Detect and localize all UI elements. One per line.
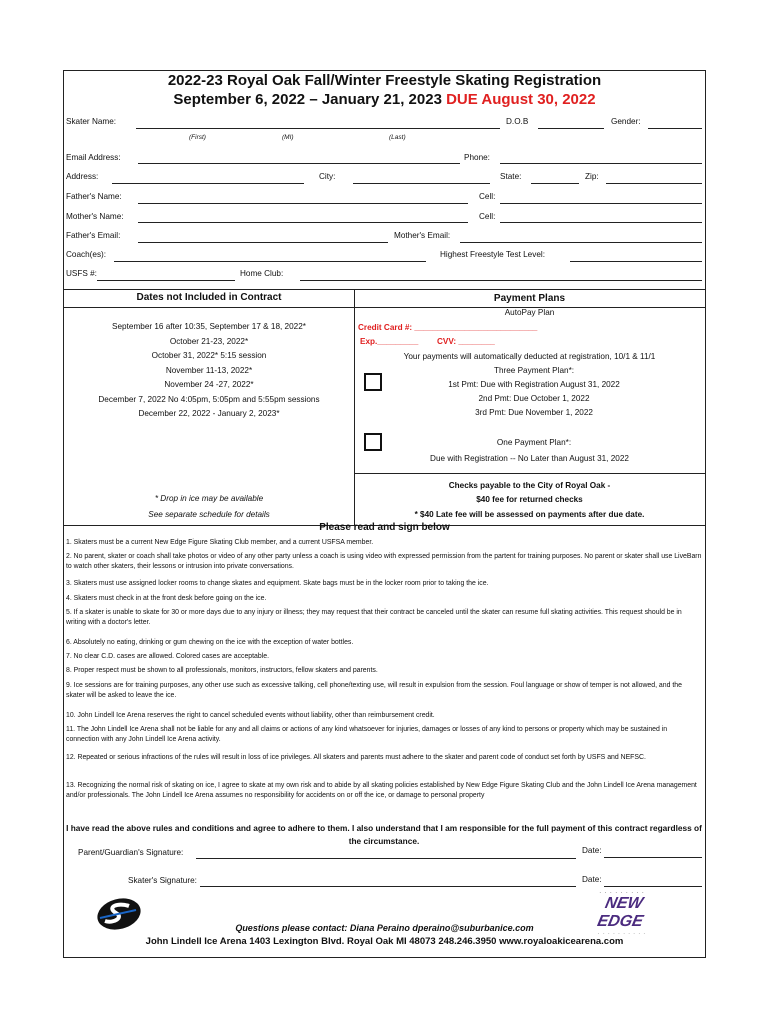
form-title: 2022-23 Royal Oak Fall/Winter Freestyle Skating Registration [167, 72, 602, 89]
rule-item: 5. If a skater is unable to skate for 30 or more days due to any injury or illness; they may request that their contract be canceled until the skater can resume full skating activities. This request should be in writing with a doctor's letter. [66, 609, 682, 626]
mother-cell-field[interactable] [500, 222, 702, 223]
city-field[interactable] [353, 183, 490, 184]
rule-item: 11. The John Lindell Ice Arena shall not be liable for any and all claims or actions of any kind whatsoever for injuries, damages or losses of any kind to persons or property which may be sustained in connection with any John Lindell Ice Arena activity. [66, 726, 668, 743]
checks-divider [354, 473, 705, 474]
dob-field[interactable] [538, 128, 604, 129]
rule-item: 8. Proper respect must be shown to all professionals, monitors, instructors, fellow skaters and parents. [66, 667, 378, 674]
new-edge-logo: . . . . . . . . . NEW EDGE · · · · · · · · · · [595, 889, 647, 937]
zip-label: Zip: [585, 172, 599, 181]
arena-address: John Lindell Ice Arena 1403 Lexington Blvd. Royal Oak MI 48073 248.246.3950 www.royaloakicearena.com [145, 936, 624, 947]
date-label: Date: [582, 846, 602, 855]
late-fee: * $40 Late fee will be assessed on payments after due date. [414, 510, 645, 519]
date-item: December 22, 2022 - January 2, 2023* [138, 409, 280, 418]
father-cell-label: Cell: [479, 192, 496, 201]
due-date: DUE August 30, 2022 [446, 91, 596, 108]
rule-item: 7. No clear C.D. cases are allowed. Colored cases are acceptable. [66, 653, 269, 660]
state-field[interactable] [531, 183, 579, 184]
date-item: October 31, 2022* 5:15 session [151, 351, 267, 360]
email-field[interactable] [138, 163, 460, 164]
date-item: November 24 -27, 2022* [164, 380, 254, 389]
date-item: November 11-13, 2022* [165, 366, 253, 375]
gender-label: Gender: [611, 117, 641, 126]
payment-2: 2nd Pmt: Due October 1, 2022 [478, 394, 590, 403]
phone-label: Phone: [464, 153, 490, 162]
autopay-title: AutoPay Plan [504, 308, 555, 317]
returned-check-fee: $40 fee for returned checks [476, 495, 583, 504]
agreement-statement: I have read the above rules and conditions and agree to adhere to them. I also understand that I am responsible for the full payment of this contract regardless of the circumstance. [66, 823, 702, 846]
season-range: September 6, 2022 – January 21, 2023 [173, 91, 442, 108]
parent-signature-label: Parent/Guardian's Signature: [78, 848, 184, 857]
rule-item: 12. Repeated or serious infractions of the rules will result in loss of ice privileges. All skaters and parents must adhere to the skater and parent code of conduct set forth by USFS and NEFSC. [66, 754, 646, 761]
payment-3: 3rd Pmt: Due November 1, 2022 [475, 408, 593, 417]
date-item: September 16 after 10:35, September 17 & 18, 2022* [112, 322, 306, 331]
contact-line: Questions please contact: Diana Peraino dperaino@suburbanice.com [235, 923, 534, 933]
usfs-field[interactable] [97, 280, 235, 281]
rule-item: 6. Absolutely no eating, drinking or gum chewing on the ice with the exception of water bottles. [66, 639, 354, 646]
season-dates [64, 91, 705, 108]
dates-header-rule [64, 307, 354, 308]
test-level-label: Highest Freestyle Test Level: [440, 250, 545, 259]
credit-card-field[interactable]: Credit Card #: ___________________________ [358, 323, 538, 332]
one-plan-title: One Payment Plan*: [496, 438, 572, 447]
address-field[interactable] [112, 183, 304, 184]
mother-email-label: Mother's Email: [394, 231, 451, 240]
parent-date-field[interactable] [604, 857, 702, 858]
home-club-field[interactable] [300, 280, 702, 281]
email-label: Email Address: [66, 153, 121, 162]
skater-name-field[interactable] [136, 128, 500, 129]
father-name-field[interactable] [138, 203, 468, 204]
one-payment-checkbox[interactable] [364, 433, 382, 451]
coaches-field[interactable] [114, 261, 426, 262]
skater-name-label: Skater Name: [66, 117, 117, 126]
city-label: City: [319, 172, 336, 181]
rules-header: Please read and sign below [319, 522, 450, 533]
skater-signature-label: Skater's Signature: [128, 876, 197, 885]
phone-field[interactable] [500, 163, 702, 164]
first-caption: (First) [189, 134, 206, 141]
zip-field[interactable] [606, 183, 702, 184]
address-label: Address: [66, 172, 99, 181]
test-level-field[interactable] [570, 261, 702, 262]
date-item: October 21-23, 2022* [169, 337, 249, 346]
rule-item: 2. No parent, skater or coach shall take photos or video of any other party unless a coach is using video with expressed permission from the partent for training purposes. No parent or skater shall use LiveBarn to watch other skaters, their lessons or intrusion into private conversations. [66, 553, 702, 570]
date-item: December 7, 2022 No 4:05pm, 5:05pm and 5:55pm sessions [98, 395, 320, 404]
payment-1: 1st Pmt: Due with Registration August 31, 2022 [448, 380, 620, 389]
state-label: State: [500, 172, 522, 181]
auto-deduct-note: Your payments will automatically deducted at registration, 10/1 & 11/1 [403, 352, 656, 361]
date-label: Date: [582, 875, 602, 884]
home-club-label: Home Club: [240, 269, 284, 278]
mother-name-label: Mother's Name: [66, 212, 124, 221]
father-name-label: Father's Name: [66, 192, 122, 201]
three-plan-title: Three Payment Plan*: [493, 366, 575, 375]
last-caption: (Last) [389, 134, 406, 141]
dob-label: D.O.B [506, 117, 529, 126]
rule-item: 9. Ice sessions are for training purposes, any other use such as excessive talking, cell phone/texting use, will result in expulsion from the session. Foul language or show of temper is not allowed, and the skater will be asked to leave the ice. [66, 682, 682, 699]
father-cell-field[interactable] [500, 203, 702, 204]
gender-field[interactable] [648, 128, 702, 129]
skater-signature-field[interactable] [200, 886, 576, 887]
rule-item: 1. Skaters must be a current New Edge Figure Skating Club member, and a current USFSA member. [66, 539, 374, 546]
checks-payable: Checks payable to the City of Royal Oak - [448, 481, 611, 490]
father-email-field[interactable] [138, 242, 388, 243]
three-payment-checkbox[interactable] [364, 373, 382, 391]
one-plan-due: Due with Registration -- No Later than August 31, 2022 [430, 454, 629, 463]
rule-item: 4. Skaters must check in at the front desk before going on the ice. [66, 595, 267, 602]
mi-caption: (MI) [282, 134, 294, 141]
coaches-label: Coach(es): [66, 250, 107, 259]
exp-field[interactable]: Exp._________ [360, 337, 419, 346]
mother-name-field[interactable] [138, 222, 468, 223]
rule-item: 10. John Lindell Ice Arena reserves the right to cancel scheduled events without liability, other than reimbursement credit. [66, 712, 435, 719]
mother-email-field[interactable] [460, 242, 702, 243]
mother-cell-label: Cell: [479, 212, 496, 221]
rule-item: 3. Skaters must use assigned locker rooms to change skates and equipment. Skate bags must be in the locker room prior to taking the ice. [66, 580, 489, 587]
father-email-label: Father's Email: [66, 231, 121, 240]
drop-in-note: * Drop in ice may be available [154, 494, 264, 503]
payment-header: Payment Plans [493, 293, 566, 304]
parent-signature-field[interactable] [196, 858, 576, 859]
dates-header: Dates not Included in Contract [136, 292, 282, 303]
usfs-label: USFS #: [66, 269, 97, 278]
section-divider [64, 289, 705, 290]
rule-item: 13. Recognizing the normal risk of skating on ice, I agree to skate at my own risk and to abide by all skating policies established by New Edge Figure Skating Club and the John Lindell Ice Arena management and/or professionals. The John Lindell Ice Arena assumes no responsibility for accidents on or off the ice, or damage to personal property [66, 782, 697, 799]
schedule-note: See separate schedule for details [148, 510, 270, 519]
cvv-field[interactable]: CVV: ________ [437, 337, 495, 346]
